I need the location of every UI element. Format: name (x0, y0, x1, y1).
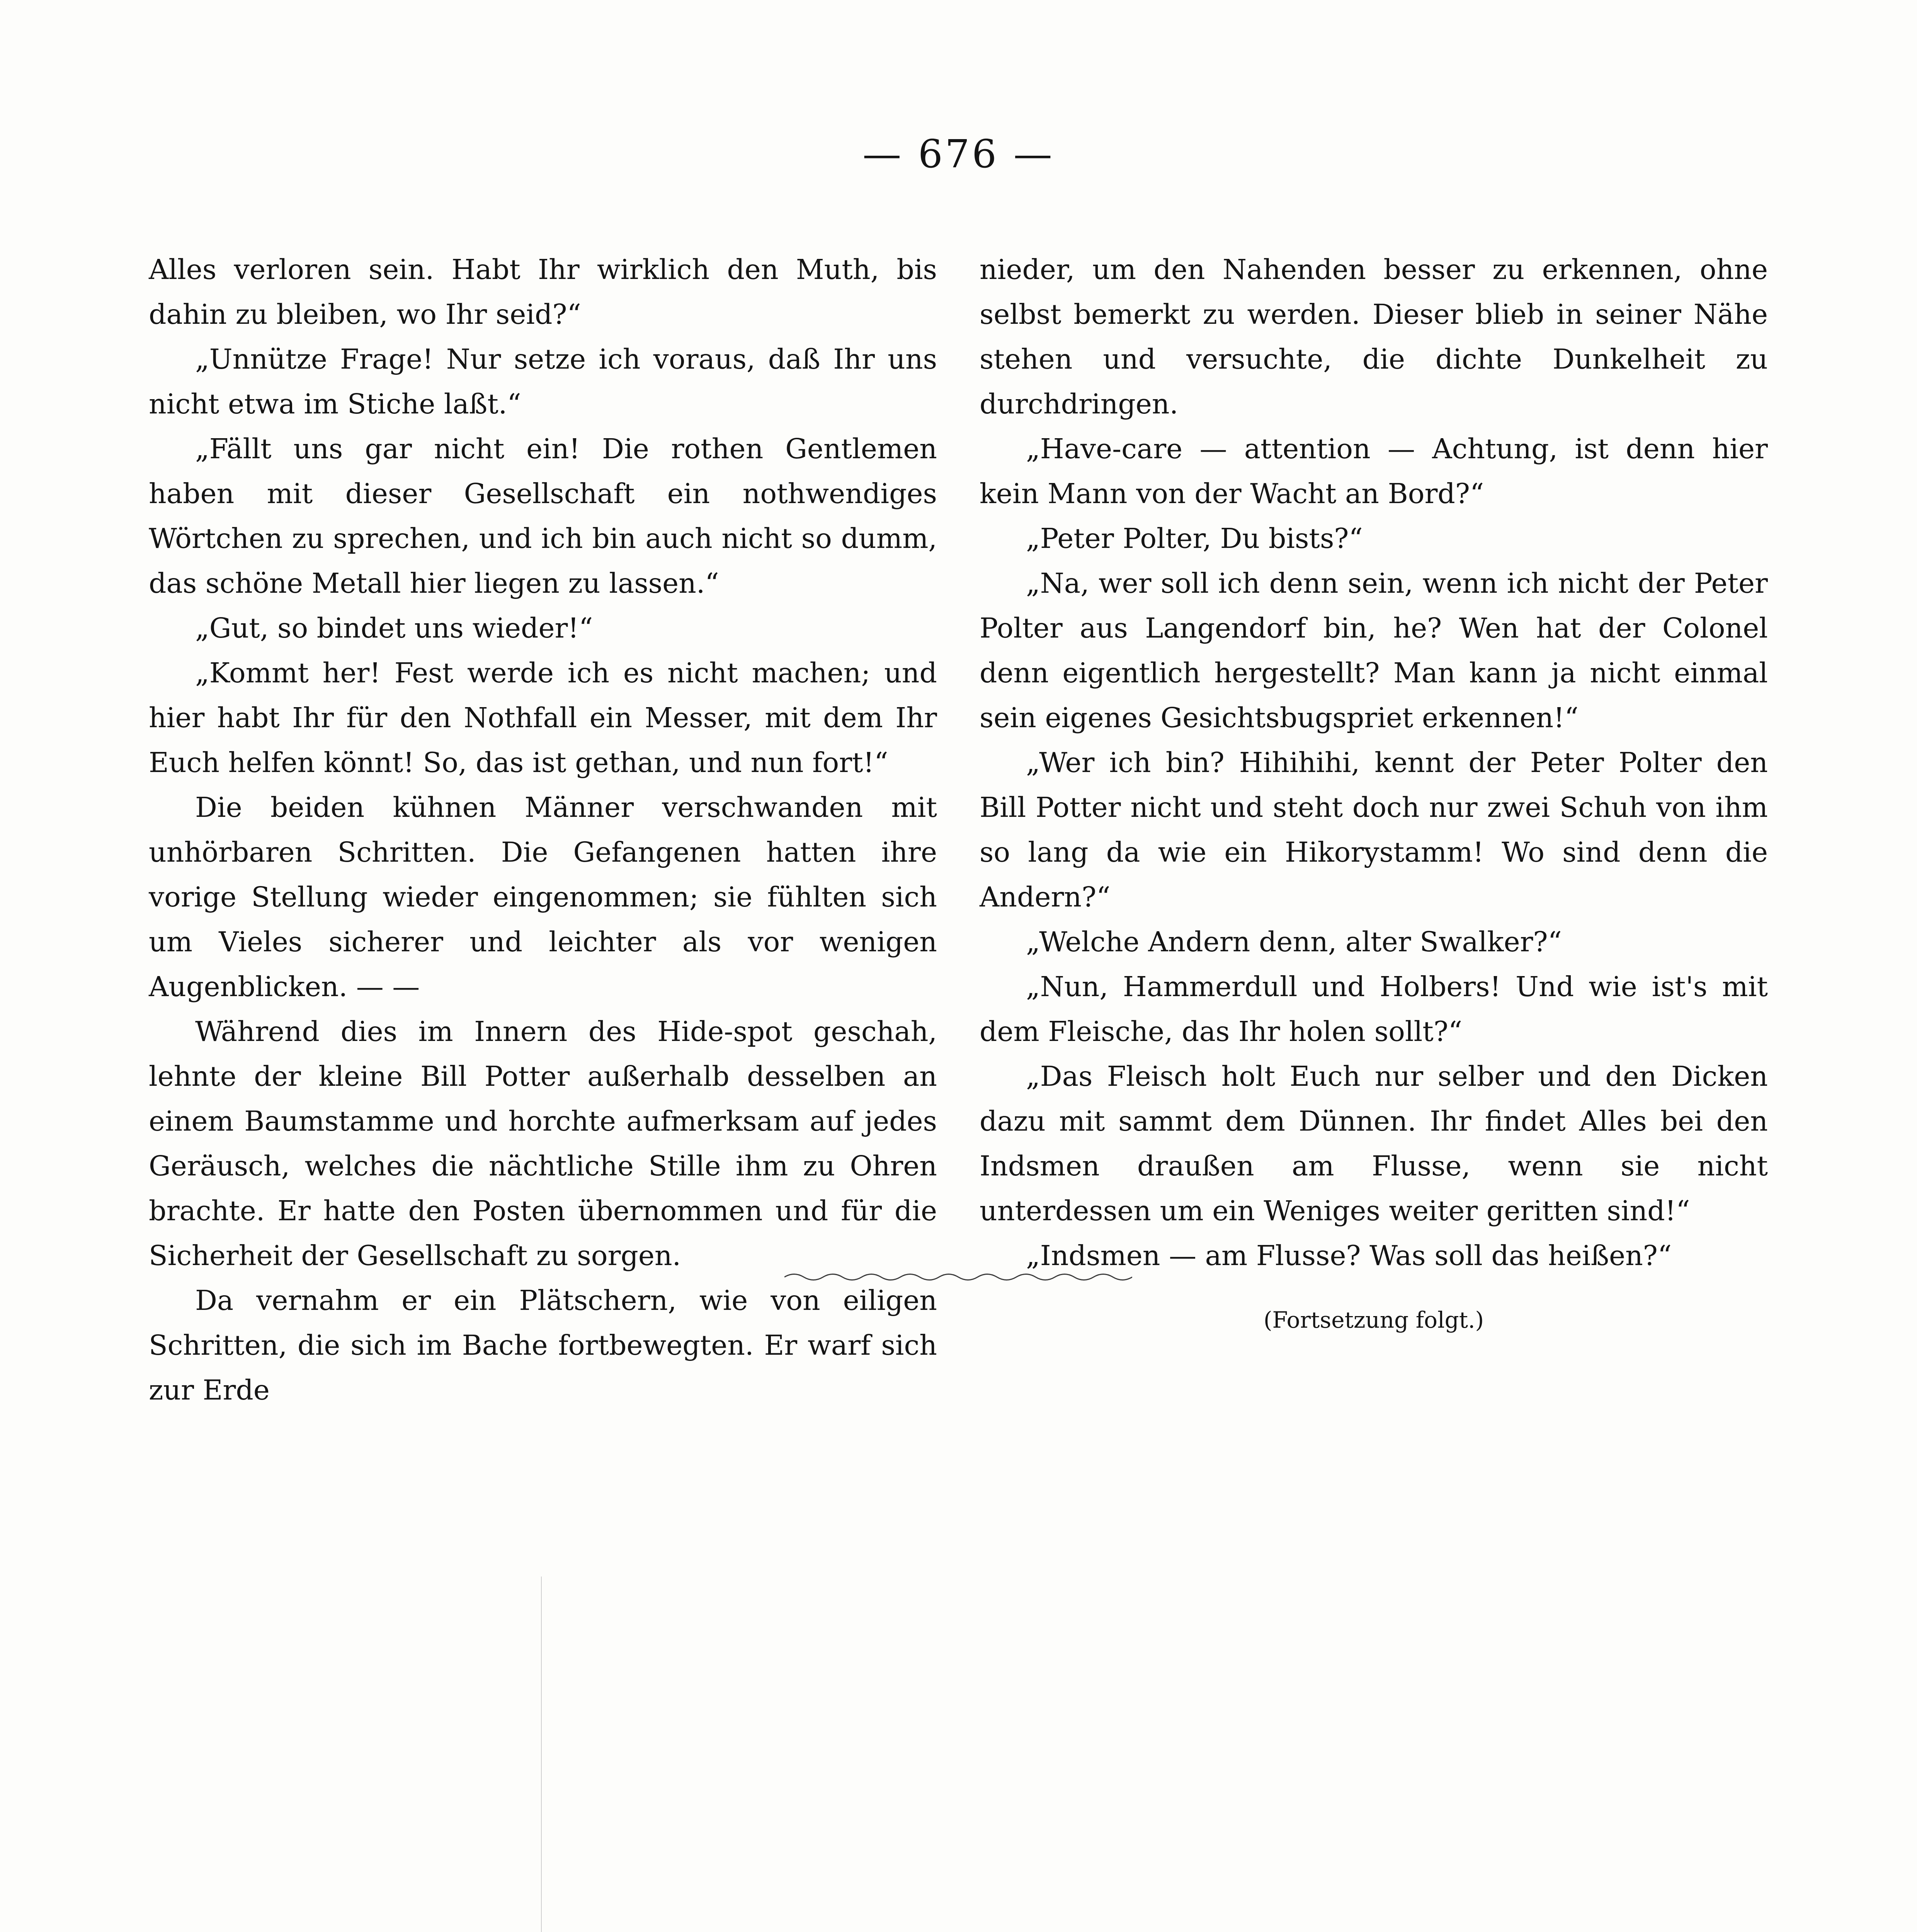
paragraph: „Peter Polter, Du bists?“ (1026, 522, 1363, 554)
paragraph: Während dies im Innern des Hide-spot geschah, lehnte der kleine Bill Potter außerhalb desselben an einem Baumstamme und horchte aufmerksam auf jedes Geräusch, welches die nächtliche Stille ihm zu Ohren brachte. Er hatte den Posten übernommen und für die Sicherheit der Gesellschaft zu sorgen. (149, 1015, 937, 1272)
paragraph: „Indsmen — am Flusse? Was soll das heißen?“ (1026, 1240, 1672, 1272)
paragraph: Alles verloren sein. Habt Ihr wirklich den Muth, bis dahin zu bleiben, wo Ihr seid?“ (149, 253, 937, 330)
paragraph: „Have-care — attention — Achtung, ist denn hier kein Mann von der Wacht an Bord?“ (980, 433, 1768, 510)
paragraph: „Das Fleisch holt Euch nur selber und den Dicken dazu mit sammt dem Dünnen. Ihr findet Alles bei den Indsmen draußen am Flusse, wenn sie nicht unterdessen um ein Weniges weiter geritten sind!“ (980, 1060, 1768, 1227)
paragraph: „Unnütze Frage! Nur setze ich voraus, daß Ihr uns nicht etwa im Stiche laßt.“ (149, 343, 937, 420)
paragraph: „Na, wer soll ich denn sein, wenn ich nicht der Peter Polter aus Langendorf bin, he? Wen hat der Colonel denn eigentlich hergestellt? Man kann ja nicht einmal sein eigenes Gesichtsbugspriet erkennen!“ (980, 567, 1768, 734)
paragraph: Die beiden kühnen Männer verschwanden mit unhörbaren Schritten. Die Gefangenen hatten ihre vorige Stellung wieder eingenommen; sie fühlten sich um Vieles sicherer und leichter als vor wenigen Augenblicken. — — (149, 791, 937, 1003)
scan-artifact-line (541, 1577, 542, 1932)
page-header-number: — 676 — (862, 131, 1055, 177)
paragraph: „Gut, so bindet uns wieder!“ (195, 612, 593, 644)
section-divider-ornament (784, 1271, 1132, 1283)
paragraph: Da vernahm er ein Plätschern, wie von eiligen Schritten, die sich im Bache fortbewegten. Er warf sich zur Erde (149, 1284, 937, 1406)
continuation-note: (Fortsetzung folgt.) (1263, 1307, 1484, 1333)
paragraph: „Fällt uns gar nicht ein! Die rothen Gentlemen haben mit dieser Gesellschaft ein nothwendiges Wörtchen zu sprechen, und ich bin auch nicht so dumm, das schöne Metall hier liegen zu lassen.“ (149, 433, 937, 599)
left-text-column (149, 247, 937, 1413)
paragraph: „Nun, Hammerdull und Holbers! Und wie ist's mit dem Fleische, das Ihr holen sollt?“ (980, 971, 1768, 1048)
paragraph: „Kommt her! Fest werde ich es nicht machen; und hier habt Ihr für den Nothfall ein Messer, mit dem Ihr Euch helfen könnt! So, das ist gethan, und nun fort!“ (149, 657, 937, 779)
paragraph: „Wer ich bin? Hihihihi, kennt der Peter Polter den Bill Potter nicht und steht doch nur zwei Schuh von ihm so lang da wie ein Hikorystamm! Wo sind denn die Andern?“ (980, 747, 1768, 913)
right-text-column (980, 247, 1768, 1342)
paragraph: „Welche Andern denn, alter Swalker?“ (1026, 926, 1562, 958)
paragraph: nieder, um den Nahenden besser zu erkennen, ohne selbst bemerkt zu werden. Dieser blieb in seiner Nähe stehen und versuchte, die dichte Dunkelheit zu durchdringen. (980, 253, 1768, 420)
